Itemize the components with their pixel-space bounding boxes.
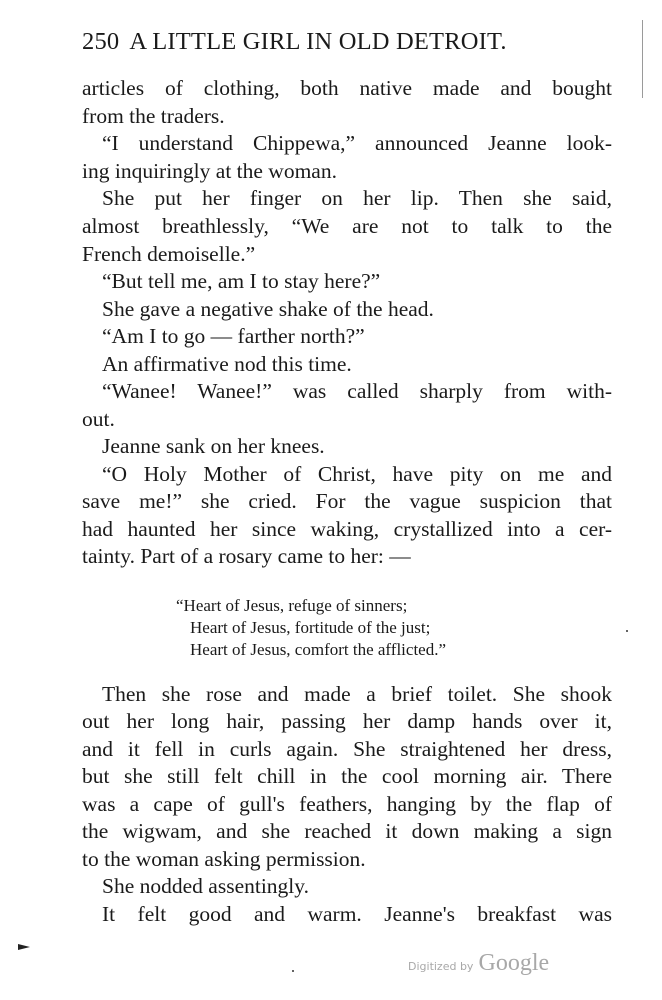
margin-rule [642,20,643,98]
text-line: An affirmative nod this time. [102,352,352,376]
scan-speck [292,970,294,972]
text-line: French demoiselle.” [82,242,256,266]
scan-speck [626,630,628,632]
text-line: almost breathlessly, “We are not to talk to the [82,214,612,238]
text-line: tainty. Part of a rosary came to her: — [82,544,411,568]
text-line: She put her finger on her lip. Then she said, [102,186,612,210]
text-line: ing inquiringly at the woman. [82,159,337,183]
margin-arrow-mark [18,944,30,950]
text-line: She gave a negative shake of the head. [102,297,434,321]
digitized-watermark [408,950,549,977]
text-line: “O Holy Mother of Christ, have pity on me and [102,462,612,486]
verse-line: “Heart of Jesus, refuge of sinners; [176,596,408,615]
text-line: and it fell in curls again. She straightened her dress, [82,737,612,761]
text-line: had haunted her since waking, crystallized into a cer- [82,517,612,541]
text-line: Then she rose and made a brief toilet. She shook [102,682,612,706]
text-line: “But tell me, am I to stay here?” [102,269,381,293]
text-line: to the woman asking permission. [82,847,366,871]
verse-line: Heart of Jesus, comfort the afflicted.” [190,640,447,659]
text-line: “Am I to go — farther north?” [102,324,365,348]
text-line: out. [82,407,115,431]
text-line: She nodded assentingly. [102,874,310,898]
verse-line: Heart of Jesus, fortitude of the just; [190,618,431,637]
text-line: “Wanee! Wanee!” was called sharply from with- [102,379,612,403]
text-line: the wigwam, and she reached it down making a sign [82,819,612,843]
watermark-prefix: Digitized by [408,960,474,973]
running-title: A LITTLE GIRL IN OLD DETROIT. [129,28,507,55]
watermark-brand: Google [478,950,550,976]
text-line: out her long hair, passing her damp hands over it, [82,709,612,733]
text-line: articles of clothing, both native made and bought [82,76,612,100]
page-number: 250 [82,28,120,55]
text-line: “I understand Chippewa,” announced Jeanne look- [102,131,612,155]
text-line: but she still felt chill in the cool morning air. There [82,764,612,788]
text-line: Jeanne sank on her knees. [102,434,325,458]
text-line: It felt good and warm. Jeanne's breakfast was [102,902,612,926]
text-line: from the traders. [82,104,225,128]
running-header [82,28,507,56]
text-line: was a cape of gull's feathers, hanging by the flap of [82,792,612,816]
text-line: save me!” she cried. For the vague suspicion that [82,489,612,513]
